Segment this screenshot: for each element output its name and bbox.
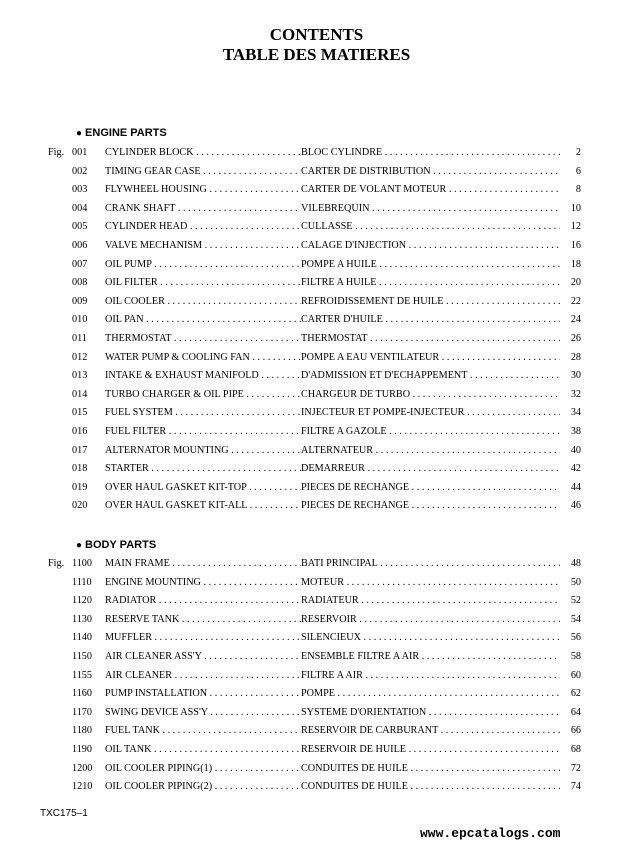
section-heading-label: ENGINE PARTS [85, 127, 167, 139]
figure-number: 1190 [72, 744, 92, 755]
english-title [105, 556, 301, 572]
toc-row[interactable] [0, 368, 633, 384]
figure-number: 008 [72, 277, 88, 289]
french-title-text: CULLASSE . . . [301, 221, 572, 232]
english-title [105, 405, 301, 421]
figure-number: 016 [72, 426, 88, 437]
page-number: 54 [560, 612, 581, 628]
french-title [301, 405, 572, 421]
toc-row[interactable] [0, 779, 633, 795]
french-title-text: ENSEMBLE FILTRE A AIR . . . [301, 651, 572, 662]
french-title-text: CONDUITES DE HUILE . . . [301, 781, 572, 792]
french-title-text: RESERVOIR DE HUILE . . . [301, 744, 572, 755]
toc-row[interactable] [0, 443, 633, 459]
figure-number: 003 [72, 184, 88, 196]
french-title-text: DEMARREUR . . . [301, 463, 572, 474]
page-number: 34 [560, 405, 581, 421]
page-number: 60 [560, 668, 581, 684]
toc-row[interactable] [0, 275, 633, 291]
french-title-text: POMPE . . . [301, 688, 572, 699]
french-title [301, 164, 572, 180]
figure-number: 1130 [72, 613, 92, 625]
french-title [301, 257, 572, 273]
english-title [105, 219, 301, 235]
french-title-text: CONDUITES DE HUILE . . . [301, 763, 572, 774]
french-title-text: CALAGE D'INJECTION . . . [301, 240, 572, 251]
french-title-text: RADIATEUR . . . [301, 595, 572, 606]
french-title-text: SILENCIEUX . . . [301, 632, 572, 643]
english-title [105, 649, 301, 665]
english-title-text: MUFFLER . . . [105, 632, 301, 643]
toc-row[interactable] [0, 312, 633, 328]
french-title [301, 275, 572, 291]
page-number: 46 [560, 498, 581, 514]
french-title-text: FILTRE A AIR . . . [301, 670, 572, 681]
french-title-text: MOTEUR . . . [301, 577, 572, 588]
french-title-text: FILTRE A GAZOLE . . . [301, 426, 572, 437]
toc-row[interactable] [0, 593, 633, 609]
english-title [105, 350, 301, 366]
english-title-text: FLYWHEEL HOUSING . . . [105, 184, 301, 195]
toc-row[interactable] [0, 761, 633, 777]
english-title [105, 201, 301, 217]
figure-number: 001 [72, 147, 88, 158]
toc-row[interactable] [0, 201, 633, 217]
french-title [301, 424, 572, 440]
toc-row[interactable] [0, 630, 633, 646]
figure-number: 006 [72, 240, 88, 251]
english-title-text: FUEL TANK . . . [105, 725, 301, 736]
french-title-text: REFROIDISSEMENT DE HUILE . . . [301, 296, 572, 307]
french-title-text: RESERVOIR DE CARBURANT . . . [301, 725, 572, 736]
page-number: 18 [560, 257, 581, 273]
french-title-text: POMPE A HUILE . . . [301, 259, 572, 270]
english-title [105, 498, 301, 514]
page-number: 16 [560, 238, 581, 254]
english-title [105, 779, 301, 795]
english-title [105, 331, 301, 347]
page-number: 12 [560, 219, 581, 235]
toc-row[interactable] [0, 686, 633, 702]
page-number: 62 [560, 686, 581, 702]
figure-number: 011 [72, 333, 87, 344]
page-number: 6 [560, 164, 581, 180]
document-code: TXC175–1 [40, 808, 88, 819]
section-heading-label: BODY PARTS [85, 539, 157, 551]
english-title-text: OIL COOLER . . . [105, 296, 301, 307]
french-title-text: RESERVOIR . . . [301, 614, 572, 625]
french-title [301, 294, 572, 310]
english-title-text: MAIN FRAME . . . [105, 558, 301, 569]
english-title-text: OIL COOLER PIPING(2) . . . [105, 781, 301, 792]
french-title [301, 368, 572, 384]
french-title [301, 575, 572, 591]
english-title [105, 257, 301, 273]
toc-row[interactable] [0, 612, 633, 628]
french-title [301, 145, 572, 161]
french-title [301, 649, 572, 665]
figure-number: 1200 [72, 762, 93, 774]
english-title-text: TIMING GEAR CASE . . . [105, 166, 301, 177]
french-title [301, 686, 572, 702]
toc-row[interactable] [0, 164, 633, 180]
english-title [105, 723, 301, 739]
french-title-text: INJECTEUR ET POMPE-INJECTEUR . . . [301, 407, 572, 418]
english-title-text: OIL PUMP . . . [105, 259, 301, 270]
english-title [105, 275, 301, 291]
figure-number: 010 [72, 314, 88, 326]
french-title-text: ALTERNATEUR . . . [301, 445, 572, 456]
page-number: 56 [560, 630, 581, 646]
page-number: 74 [560, 779, 581, 795]
french-title-text: PIECES DE RECHANGE . . . [301, 500, 572, 511]
english-title-text: WATER PUMP & COOLING FAN . . . [105, 352, 301, 363]
toc-row[interactable] [0, 461, 633, 477]
figure-number: 005 [72, 221, 88, 233]
figure-number: 1180 [72, 725, 92, 737]
page-number: 68 [560, 742, 581, 758]
section-heading-engine-parts [76, 127, 167, 140]
figure-number: 013 [72, 370, 88, 382]
page-number: 42 [560, 461, 581, 477]
figure-number: 015 [72, 407, 88, 419]
english-title [105, 443, 301, 459]
page-subtitle: TABLE DES MATIERES [222, 45, 411, 64]
toc-row[interactable] [0, 480, 633, 496]
bullet-icon: ● [76, 540, 83, 551]
english-title [105, 630, 301, 646]
french-title [301, 201, 572, 217]
figure-number: 012 [72, 351, 88, 363]
english-title-text: RESERVE TANK . . . [105, 614, 301, 625]
french-title-text: POMPE A EAU VENTILATEUR . . . [301, 352, 572, 363]
english-title [105, 575, 301, 591]
french-title [301, 461, 572, 477]
toc-row[interactable] [0, 405, 633, 421]
fig-label: Fig. [48, 558, 65, 569]
english-title [105, 312, 301, 328]
toc-row[interactable] [0, 723, 633, 739]
page-number: 40 [560, 443, 581, 459]
figure-number: 1150 [72, 651, 92, 662]
toc-row[interactable] [0, 219, 633, 235]
french-title-text: D'ADMISSION ET D'ECHAPPEMENT . . . [301, 370, 572, 381]
english-title-text: OIL PAN . . . [105, 314, 301, 325]
french-title [301, 443, 572, 459]
english-title [105, 424, 301, 440]
french-title-text: CHARGEUR DE TURBO . . . [301, 389, 572, 400]
figure-number: 004 [72, 202, 88, 214]
english-title-text: OIL COOLER PIPING(1) . . . [105, 763, 301, 774]
figure-number: 1120 [72, 595, 92, 607]
page-number: 48 [560, 556, 581, 572]
english-title-text: VALVE MECHANISM . . . [105, 240, 301, 251]
english-title [105, 294, 301, 310]
toc-row[interactable] [0, 575, 633, 591]
english-title-text: OIL FILTER . . . [105, 277, 301, 288]
english-title-text: CYLINDER BLOCK . . . [105, 147, 301, 158]
french-title [301, 630, 572, 646]
toc-row[interactable] [0, 238, 633, 254]
page-number: 2 [560, 145, 581, 161]
english-title-text: RADIATOR . . . [105, 595, 301, 606]
english-title-text: THERMOSTAT . . . [105, 333, 301, 344]
french-title [301, 238, 572, 254]
french-title [301, 350, 572, 366]
english-title-text: FUEL FILTER . . . [105, 426, 301, 437]
figure-number: 009 [72, 295, 88, 307]
french-title-text: CARTER DE DISTRIBUTION . . . [301, 166, 572, 177]
page-number: 28 [560, 350, 581, 366]
page-number: 24 [560, 312, 581, 328]
french-title-text: BLOC CYLINDRE . . . [301, 147, 572, 158]
page-number: 72 [560, 761, 581, 777]
french-title [301, 723, 572, 739]
page-title: CONTENTS [269, 25, 364, 44]
french-title [301, 556, 572, 572]
french-title [301, 480, 572, 496]
english-title-text: CYLINDER HEAD . . . [105, 221, 301, 232]
figure-number: 1160 [72, 688, 92, 700]
french-title-text: BATI PRINCIPAL . . . [301, 558, 572, 569]
page-number: 64 [560, 705, 581, 721]
figure-number: 1100 [72, 558, 92, 569]
page-number: 20 [560, 275, 581, 291]
french-title [301, 219, 572, 235]
toc-row[interactable] [0, 257, 633, 273]
page-number: 32 [560, 387, 581, 403]
figure-number: 1210 [72, 781, 93, 793]
english-title [105, 461, 301, 477]
english-title-text: STARTER . . . [105, 463, 301, 474]
english-title [105, 368, 301, 384]
english-title-text: CRANK SHAFT . . . [105, 203, 301, 214]
french-title [301, 387, 572, 403]
french-title [301, 705, 572, 721]
toc-row[interactable] [0, 182, 633, 198]
toc-row[interactable] [0, 387, 633, 403]
page-number: 26 [560, 331, 581, 347]
english-title-text: AIR CLEANER ASS'Y . . . [105, 651, 301, 662]
french-title-text: PIECES DE RECHANGE . . . [301, 482, 572, 493]
french-title-text: CARTER D'HUILE . . . [301, 314, 572, 325]
english-title [105, 593, 301, 609]
english-title-text: ENGINE MOUNTING . . . [105, 577, 301, 588]
toc-row[interactable] [0, 705, 633, 721]
english-title-text: OVER HAUL GASKET KIT-ALL . . . [105, 500, 301, 511]
english-title [105, 182, 301, 198]
english-title-text: TURBO CHARGER & OIL PIPE . . . [105, 389, 301, 400]
figure-number: 1170 [72, 706, 92, 718]
french-title [301, 742, 572, 758]
french-title [301, 331, 572, 347]
french-title [301, 593, 572, 609]
figure-number: 007 [72, 258, 88, 270]
figure-number: 020 [72, 500, 88, 512]
page-number: 10 [560, 201, 581, 217]
page-number: 50 [560, 575, 581, 591]
page-number: 22 [560, 294, 581, 310]
page-number: 38 [560, 424, 581, 440]
french-title [301, 668, 572, 684]
english-title [105, 145, 301, 161]
figure-number: 017 [72, 444, 88, 456]
figure-number: 1155 [72, 669, 92, 681]
toc-row[interactable] [0, 556, 633, 572]
french-title [301, 498, 572, 514]
website-watermark[interactable]: www.epcatalogs.com [420, 826, 561, 841]
figure-number: 1140 [72, 632, 92, 644]
english-title-text: INTAKE & EXHAUST MANIFOLD . . . [105, 370, 301, 381]
figure-number: 014 [72, 388, 88, 400]
toc-row[interactable] [0, 498, 633, 514]
english-title [105, 686, 301, 702]
toc-row[interactable] [0, 649, 633, 665]
figure-number: 1110 [72, 576, 92, 588]
page-number: 44 [560, 480, 581, 496]
english-title [105, 705, 301, 721]
english-title [105, 238, 301, 254]
french-title-text: CARTER DE VOLANT MOTEUR . . . [301, 184, 572, 195]
english-title-text: FUEL SYSTEM . . . [105, 407, 301, 418]
french-title [301, 761, 572, 777]
english-title-text: OVER HAUL GASKET KIT-TOP . . . [105, 482, 301, 493]
english-title [105, 387, 301, 403]
english-title [105, 668, 301, 684]
french-title [301, 182, 572, 198]
english-title [105, 480, 301, 496]
french-title-text: SYSTEME D'ORIENTATION . . . [301, 707, 572, 718]
toc-row[interactable] [0, 331, 633, 347]
section-heading-body-parts [76, 539, 156, 552]
english-title-text: OIL TANK . . . [105, 744, 301, 755]
page-number: 30 [560, 368, 581, 384]
french-title [301, 779, 572, 795]
french-title [301, 612, 572, 628]
figure-number: 002 [72, 165, 88, 177]
french-title [301, 312, 572, 328]
french-title-text: FILTRE A HUILE . . . [301, 277, 572, 288]
page-number: 52 [560, 593, 581, 609]
toc-row[interactable] [0, 294, 633, 310]
french-title-text: THERMOSTAT . . . [301, 333, 572, 344]
page-number: 8 [560, 182, 581, 198]
english-title-text: PUMP INSTALLATION . . . [105, 688, 301, 699]
english-title-text: AIR CLEANER . . . [105, 670, 301, 681]
english-title [105, 742, 301, 758]
page-number: 58 [560, 649, 581, 665]
english-title [105, 612, 301, 628]
toc-row[interactable] [0, 424, 633, 440]
toc-row[interactable] [0, 350, 633, 366]
toc-row[interactable] [0, 668, 633, 684]
toc-row[interactable] [0, 742, 633, 758]
english-title-text: SWING DEVICE ASS'Y . . . [105, 707, 301, 718]
english-title [105, 164, 301, 180]
fig-label: Fig. [48, 147, 65, 158]
english-title [105, 761, 301, 777]
bullet-icon: ● [76, 128, 83, 139]
figure-number: 018 [72, 463, 88, 475]
page-number: 66 [560, 723, 581, 739]
english-title-text: ALTERNATOR MOUNTING . . . [105, 445, 301, 456]
toc-row[interactable] [0, 145, 633, 161]
french-title-text: VILEBREQUIN . . . [301, 203, 572, 214]
figure-number: 019 [72, 481, 88, 493]
